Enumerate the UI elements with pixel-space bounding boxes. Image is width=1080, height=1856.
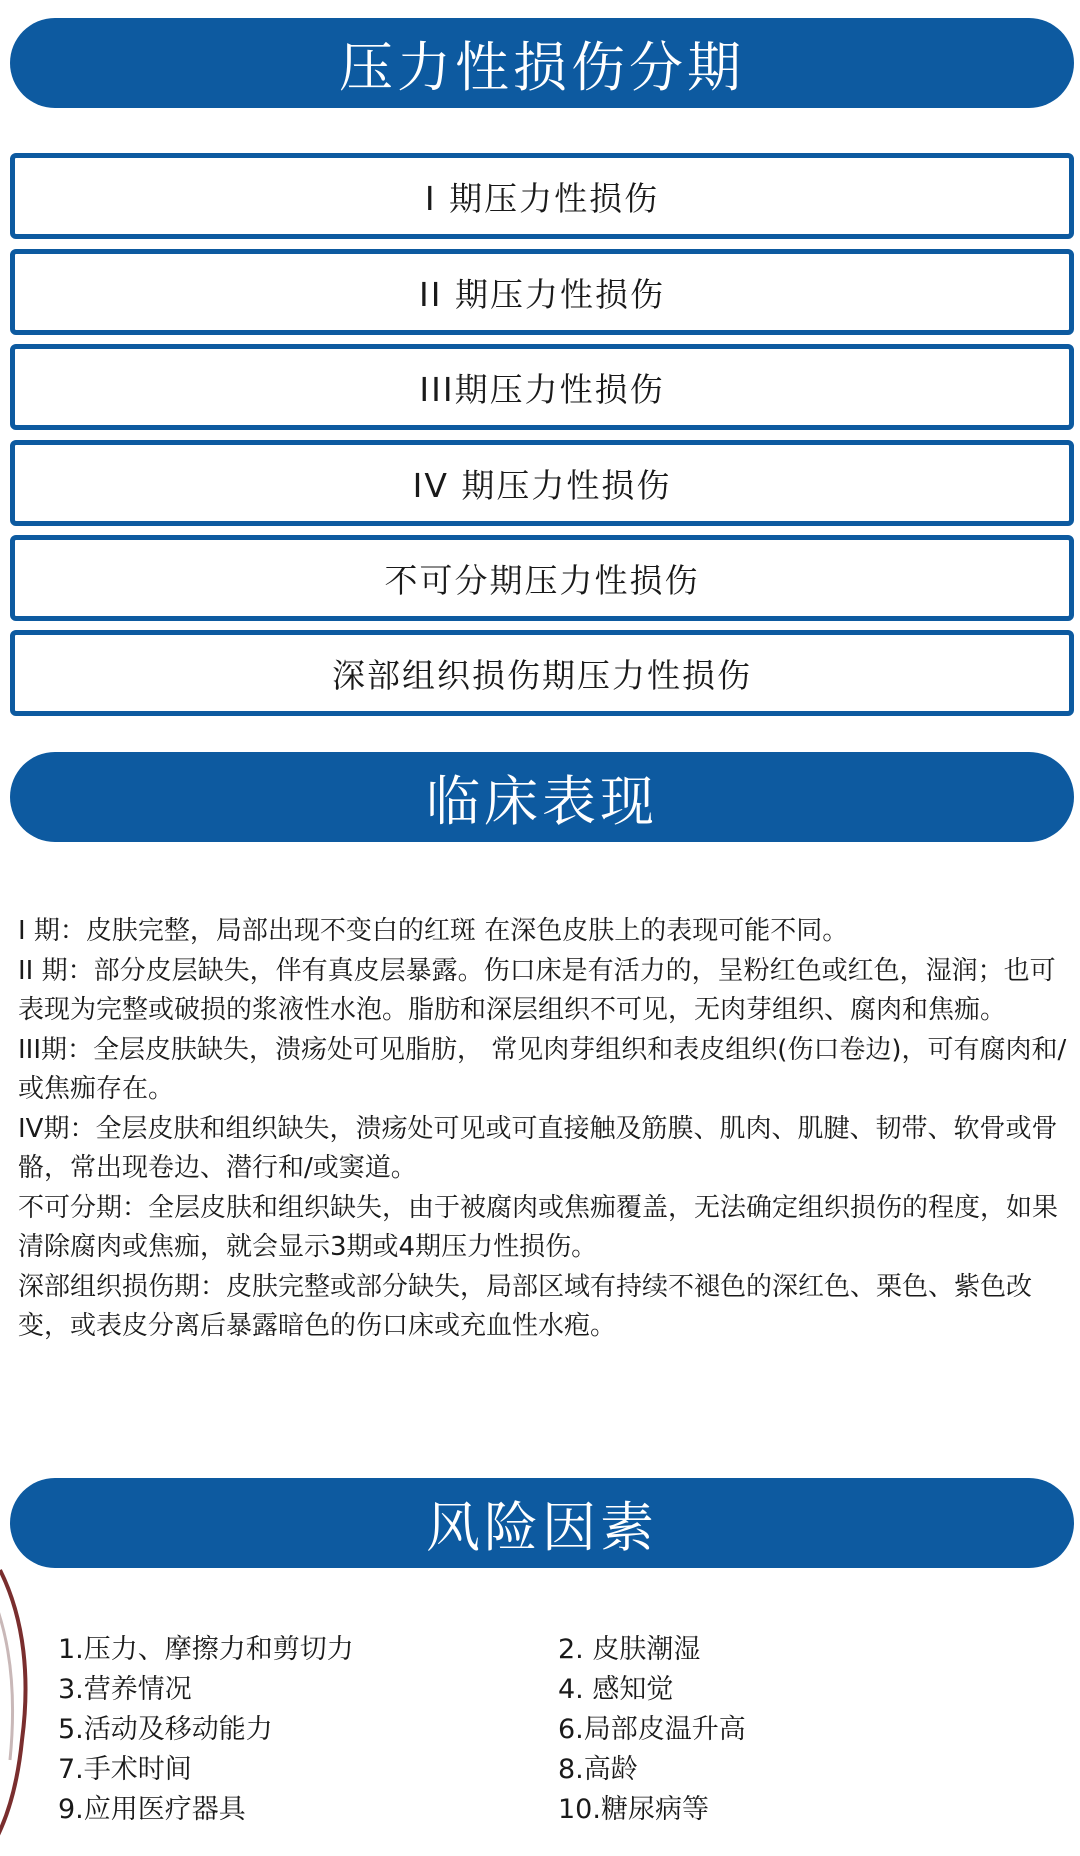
stage-4-item[interactable]: IV 期压力性损伤 bbox=[10, 440, 1074, 526]
risk-factor-item: 5.活动及移动能力 bbox=[58, 1714, 273, 1745]
risk-factor-item: 10.糖尿病等 bbox=[558, 1794, 709, 1825]
stage-deep-tissue-item[interactable]: 深部组织损伤期压力性损伤 bbox=[10, 630, 1074, 716]
stage-3-item[interactable]: III期压力性损伤 bbox=[10, 344, 1074, 430]
risk-header: 风险因素 bbox=[10, 1478, 1074, 1568]
risk-factor-item: 6.局部皮温升高 bbox=[558, 1714, 746, 1745]
staging-header: 压力性损伤分期 bbox=[10, 18, 1074, 108]
risk-factor-item: 3.营养情况 bbox=[58, 1674, 192, 1705]
clinical-deep-tissue: 深部组织损伤期：皮肤完整或部分缺失，局部区域有持续不褪色的深红色、栗色、紫色改变，或表皮分离后暴露暗色的伤口床或充血性水疱。 bbox=[18, 1271, 1033, 1341]
clinical-stage-2: II 期：部分皮层缺失，伴有真皮层暴露。伤口床是有活力的，呈粉红色或红色，湿润；也可表现为完整或破损的浆液性水泡。脂肪和深层组织不可见，无肉芽组织、腐肉和焦痂。 bbox=[18, 955, 1056, 1025]
decorative-figure-edge bbox=[0, 1560, 40, 1840]
risk-factor-item: 8.高龄 bbox=[558, 1754, 638, 1785]
clinical-stage-4: IV期：全层皮肤和组织缺失，溃疡处可见或可直接触及筋膜、肌肉、肌腱、韧带、软骨或骨骼，常出现卷边、潜行和/或窦道。 bbox=[18, 1113, 1058, 1183]
risk-factor-item: 4. 感知觉 bbox=[558, 1674, 674, 1705]
clinical-text bbox=[18, 912, 1068, 1347]
clinical-unstageable: 不可分期：全层皮肤和组织缺失，由于被腐肉或焦痂覆盖，无法确定组织损伤的程度，如果清除腐肉或焦痂，就会显示3期或4期压力性损伤。 bbox=[18, 1192, 1059, 1262]
clinical-stage-1: I 期：皮肤完整，局部出现不变白的红斑 在深色皮肤上的表现可能不同。 bbox=[18, 916, 849, 946]
risk-factor-item: 9.应用医疗器具 bbox=[58, 1794, 246, 1825]
risk-factor-item: 2. 皮肤潮湿 bbox=[558, 1634, 701, 1665]
clinical-stage-3: III期：全层皮肤缺失，溃疡处可见脂肪， 常见肉芽组织和表皮组织(伤口卷边)，可有腐肉和/或焦痂存在。 bbox=[18, 1034, 1067, 1104]
stage-2-item[interactable]: II 期压力性损伤 bbox=[10, 249, 1074, 335]
risk-factor-item: 7.手术时间 bbox=[58, 1754, 192, 1785]
stage-unstageable-item[interactable]: 不可分期压力性损伤 bbox=[10, 535, 1074, 621]
clinical-header: 临床表现 bbox=[10, 752, 1074, 842]
stage-1-item[interactable]: I 期压力性损伤 bbox=[10, 153, 1074, 239]
risk-factor-item: 1.压力、摩擦力和剪切力 bbox=[58, 1634, 354, 1665]
